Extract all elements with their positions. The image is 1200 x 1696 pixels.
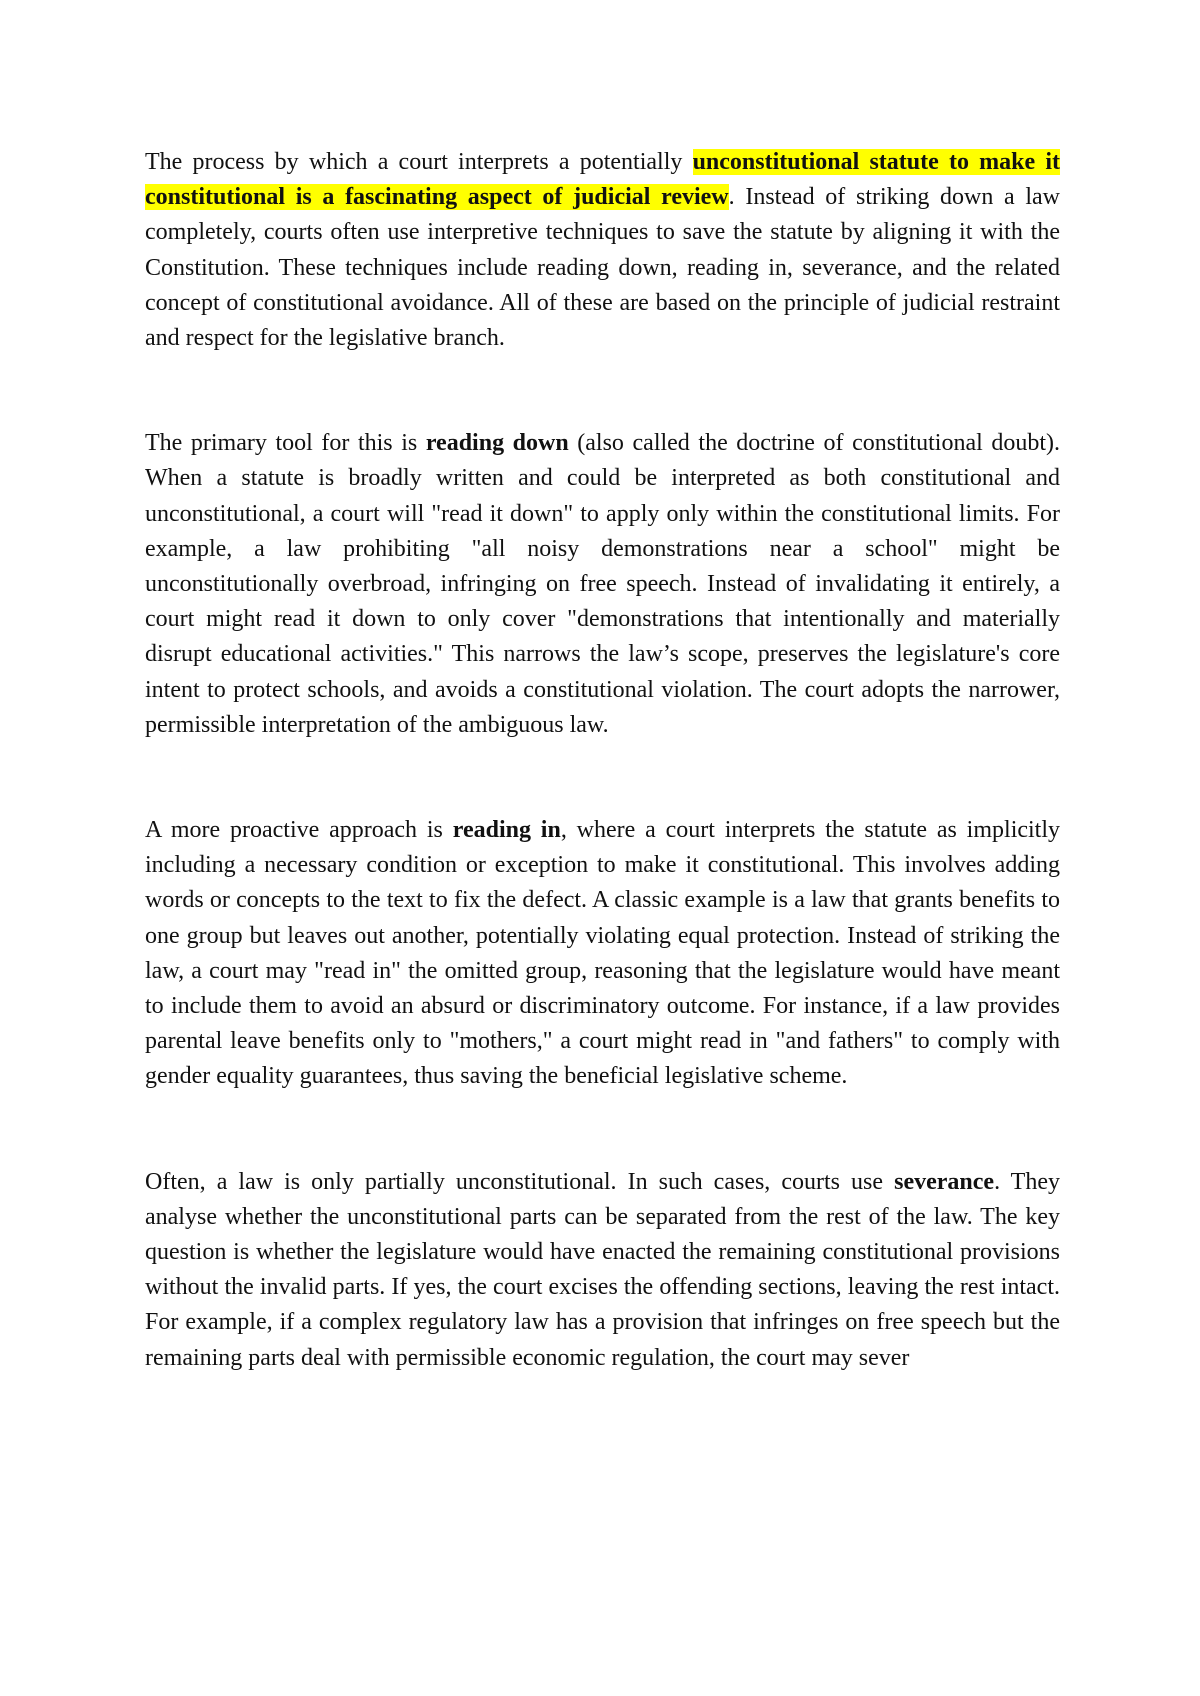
intro-text-start: The process by which a court interprets a potentially — [145, 149, 693, 175]
term-reading-down: reading down — [425, 430, 569, 457]
term-reading-in: reading in — [452, 817, 561, 844]
intro-text-end: . Instead of striking down a law completely, courts often use interpretive techniques to save the statute by aligning it with the Constitution. These techniques include reading down, reading in, severance, and the related concept of constitutional avoidance. All of these are based on the principle of judicial restraint and respect for the legislative branch. — [145, 184, 1060, 352]
paragraph-severance — [145, 1165, 1060, 1376]
severance-text-end: . They analyse whether the unconstitutional parts can be separated from the rest of the law. The key question is whether the legislature would have enacted the remaining constitutional provisions without the invalid parts. If yes, the court excises the offending sections, leaving the rest intact. For example, if a complex regulatory law has a provision that infringes on free speech but the remaining parts deal with permissible economic regulation, the court may sever — [145, 1168, 1060, 1371]
severance-text-start: Often, a law is only partially unconstitutional. In such cases, courts use — [145, 1168, 895, 1195]
reading-down-text-start: The primary tool for this is — [145, 430, 426, 457]
term-severance: severance — [894, 1168, 995, 1195]
document-body — [145, 145, 1060, 1446]
paragraph-intro — [145, 145, 1060, 356]
paragraph-reading-in — [145, 813, 1060, 1095]
reading-in-text-end: , where a court interprets the statute as implicitly including a necessary condition or exception to make it constitutional. This involves adding words or concepts to the text to fix the defect. A classic example is a law that grants benefits to one group but leaves out another, potentially violating equal protection. Instead of striking the law, a court may "read in" the omitted group, reasoning that the legislature would have meant to include them to avoid an absurd or discriminatory outcome. For instance, if a law provides parental leave benefits only to "mothers," a court might read in "and fathers" to comply with gender equality guarantees, thus saving the beneficial legislative scheme. — [145, 817, 1061, 1090]
reading-down-text-end: (also called the doctrine of constitutional doubt). When a statute is broadly written and could be interpreted as both constitutional and unconstitutional, a court will "read it down" to apply only within the constitutional limits. For example, a law prohibiting "all noisy demonstrations near a school" might be unconstitutionally overbroad, infringing on free speech. Instead of invalidating it entirely, a court might read it down to only cover "demonstrations that intentionally and materially disrupt educational activities." This narrows the law’s scope, preserves the legislature's core intent to protect schools, and avoids a constitutional violation. The court adopts the narrower, permissible interpretation of the ambiguous law. — [145, 430, 1061, 738]
highlighted-phrase: unconstitutional statute to make it constitutional is a fascinating aspect of judicial review — [145, 149, 1060, 211]
paragraph-reading-down — [145, 426, 1060, 743]
reading-in-text-start: A more proactive approach is — [145, 817, 453, 844]
